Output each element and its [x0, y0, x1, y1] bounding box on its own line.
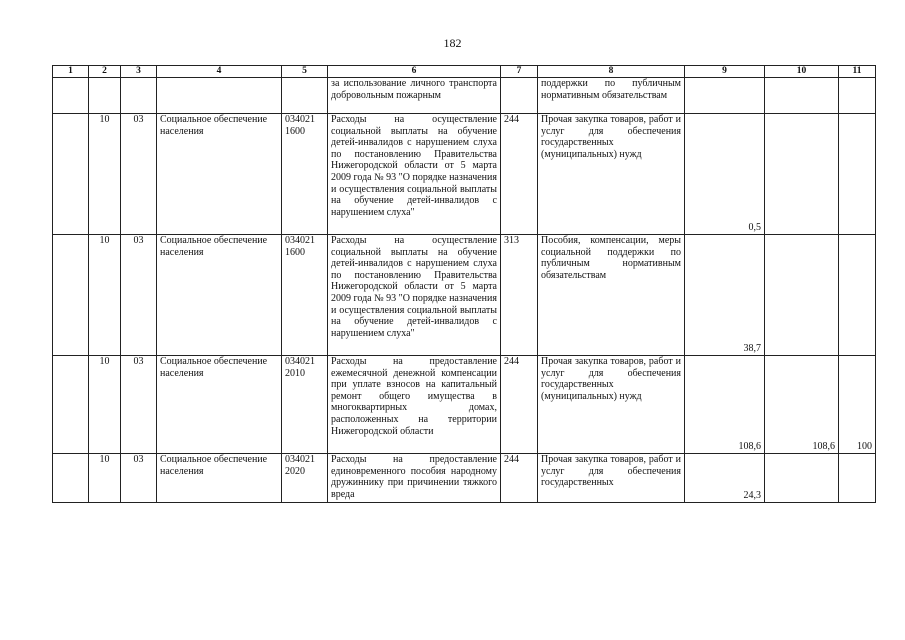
header-cell: 11 — [839, 66, 876, 78]
section-name-cell: Социальное обеспечение населения — [157, 114, 282, 235]
expense-type-cell: 244 — [501, 454, 538, 503]
page-number: 182 — [443, 36, 462, 50]
budget-table — [52, 65, 876, 503]
section-cell: 10 — [89, 454, 121, 503]
section-cell — [89, 78, 121, 114]
header-cell: 2 — [89, 66, 121, 78]
expense-type-name-cell: Пособия, компенсации, меры социальной поддержки по публичным нормативным обязательствам — [538, 235, 685, 356]
expense-type-name-cell: Прочая закупка товаров, работ и услуг для обеспечения государственных (муниципальных) нужд — [538, 114, 685, 235]
amount-fact-cell — [765, 78, 839, 114]
amount-plan-cell: 0,5 — [685, 114, 765, 235]
table-row — [53, 356, 876, 454]
table-row — [53, 78, 876, 114]
header-cell: 3 — [121, 66, 157, 78]
header-cell: 1 — [53, 66, 89, 78]
percent-cell — [839, 454, 876, 503]
section-name-cell: Социальное обеспечение населения — [157, 356, 282, 454]
amount-fact-cell — [765, 235, 839, 356]
expense-type-cell: 244 — [501, 356, 538, 454]
section-name-cell — [157, 78, 282, 114]
article-name-cell: Расходы на предоставление ежемесячной денежной компенсации при уплате взносов на капитальный ремонт общего имущества в многоквартирных домах, расположенных на территории Нижегородской области — [328, 356, 501, 454]
percent-cell: 100 — [839, 356, 876, 454]
amount-plan-cell — [685, 78, 765, 114]
section-cell: 10 — [89, 235, 121, 356]
subsection-cell — [121, 78, 157, 114]
header-cell: 5 — [282, 66, 328, 78]
header-row — [53, 66, 876, 78]
header-cell: 4 — [157, 66, 282, 78]
row-number-cell — [53, 78, 89, 114]
section-name-cell: Социальное обеспечение населения — [157, 454, 282, 503]
header-cell: 9 — [685, 66, 765, 78]
expense-type-cell: 244 — [501, 114, 538, 235]
target-article-cell: 034021 1600 — [282, 235, 328, 356]
target-article-cell: 034021 2020 — [282, 454, 328, 503]
expense-type-name-cell: Прочая закупка товаров, работ и услуг для обеспечения государственных — [538, 454, 685, 503]
section-cell: 10 — [89, 114, 121, 235]
amount-fact-cell — [765, 454, 839, 503]
subsection-cell: 03 — [121, 356, 157, 454]
row-number-cell — [53, 356, 89, 454]
subsection-cell: 03 — [121, 235, 157, 356]
target-article-cell: 034021 2010 — [282, 356, 328, 454]
subsection-cell: 03 — [121, 454, 157, 503]
amount-plan-cell: 38,7 — [685, 235, 765, 356]
article-name-cell: Расходы на осуществление социальной выплаты на обучение детей-инвалидов с нарушением слуха по постановлению Правительства Нижегородской области от 5 марта 2009 года № 93 "О порядке назначения и осуществления социальной выплаты на обучение детей-инвалидов с нарушением слуха" — [328, 235, 501, 356]
expense-type-cell — [501, 78, 538, 114]
table-row — [53, 454, 876, 503]
header-cell: 6 — [328, 66, 501, 78]
header-cell: 10 — [765, 66, 839, 78]
section-name-cell: Социальное обеспечение населения — [157, 235, 282, 356]
amount-fact-cell: 108,6 — [765, 356, 839, 454]
article-name-cell: Расходы на предоставление единовременного пособия народному дружиннику при причинении тяжкого вреда — [328, 454, 501, 503]
percent-cell — [839, 114, 876, 235]
row-number-cell — [53, 454, 89, 503]
article-name-cell: Расходы на осуществление социальной выплаты на обучение детей-инвалидов с нарушением слуха по постановлению Правительства Нижегородской области от 5 марта 2009 года № 93 "О порядке назначения и осуществления социальной выплаты на обучение детей-инвалидов с нарушением слуха" — [328, 114, 501, 235]
amount-plan-cell: 108,6 — [685, 356, 765, 454]
table-row — [53, 114, 876, 235]
amount-fact-cell — [765, 114, 839, 235]
row-number-cell — [53, 235, 89, 356]
table-row — [53, 235, 876, 356]
target-article-cell — [282, 78, 328, 114]
target-article-cell: 034021 1600 — [282, 114, 328, 235]
article-name-cell: за использование личного транспорта добровольным пожарным — [328, 78, 501, 114]
subsection-cell: 03 — [121, 114, 157, 235]
expense-type-name-cell: Прочая закупка товаров, работ и услуг для обеспечения государственных (муниципальных) нужд — [538, 356, 685, 454]
section-cell: 10 — [89, 356, 121, 454]
header-cell: 8 — [538, 66, 685, 78]
header-cell: 7 — [501, 66, 538, 78]
amount-plan-cell: 24,3 — [685, 454, 765, 503]
expense-type-name-cell: поддержки по публичным нормативным обязательствам — [538, 78, 685, 114]
percent-cell — [839, 78, 876, 114]
expense-type-cell: 313 — [501, 235, 538, 356]
percent-cell — [839, 235, 876, 356]
row-number-cell — [53, 114, 89, 235]
